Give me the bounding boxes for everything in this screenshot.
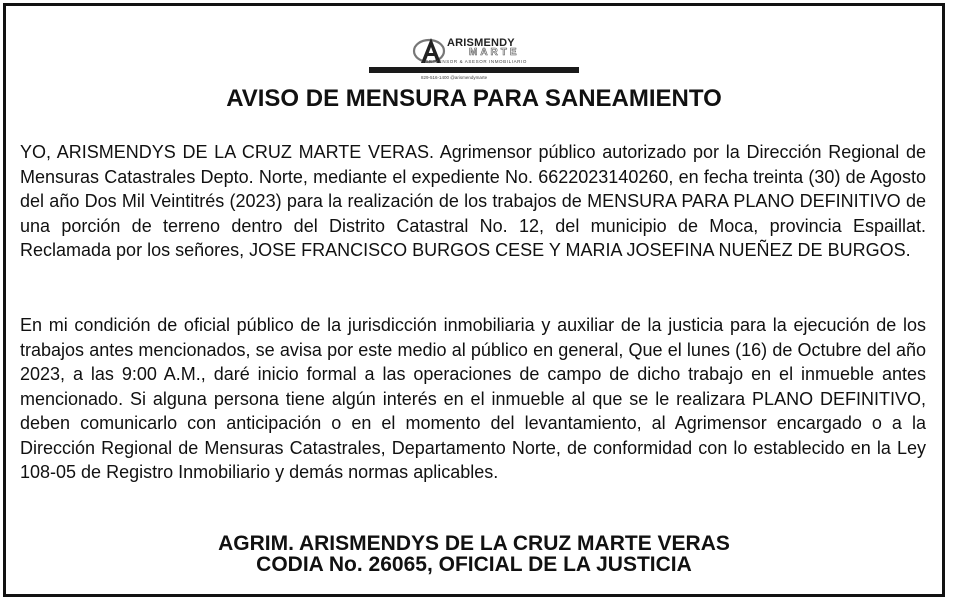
notice-paragraph-2: En mi condición de oficial público de la jurisdicción inmobiliaria y auxiliar de la justicia para la ejecución de los trabajos antes mencionados, se avisa por este medio al público en general, Que el lunes (16) de Octubre del año 2023, a las 9:00 A.M., daré inicio formal a las operaciones de campo de dicho trabajo en el inmueble antes mencionado. Si alguna persona tiene algún interés en el inmueble al que se le realizara PLANO DEFINITIVO, deben comunicarlo con anticipación o en el momento del levantamiento, al Agrimensor encargado o a la Dirección Regional de Mensuras Catastrales, Departamento Norte, de conformidad con lo establecido en la Ley 108-05 de Registro Inmobiliario y demás normas aplicables.	[20, 315, 926, 482]
signature-block	[0, 533, 948, 575]
signature-credentials: CODIA No. 26065, OFICIAL DE LA JUSTICIA	[256, 553, 692, 576]
notice-title: AVISO DE MENSURA PARA SANEAMIENTO	[226, 85, 722, 112]
logo-tagline: AGRIMENSOR & ASESOR INMOBILIARIO	[421, 59, 527, 64]
company-logo	[369, 30, 579, 80]
logo-name-line-2: MARTE	[469, 47, 520, 58]
logo-contact: 829-516-1400 @arismendymarte	[421, 75, 488, 80]
logo-name-line-1: ARISMENDY	[447, 37, 515, 49]
notice-paragraph-1: YO, ARISMENDYS DE LA CRUZ MARTE VERAS. Agrimensor público autorizado por la Dirección Regional de Mensuras Catastrales Depto. Norte, mediante el expediente No. 6622023140260, en fecha treinta (30) de Agosto del año Dos Mil Veintitrés (2023) para la realización de los trabajos de MENSURA PARA PLANO DEFINITIVO de una porción de terreno dentro del Distrito Catastral No. 12, del municipio de Moca, provincia Espaillat. Reclamada por los señores, JOSE FRANCISCO BURGOS CESE Y MARIA JOSEFINA NUEÑEZ DE BURGOS.	[20, 142, 926, 260]
logo-bar	[369, 67, 579, 73]
signature-name: AGRIM. ARISMENDYS DE LA CRUZ MARTE VERAS	[218, 532, 730, 555]
